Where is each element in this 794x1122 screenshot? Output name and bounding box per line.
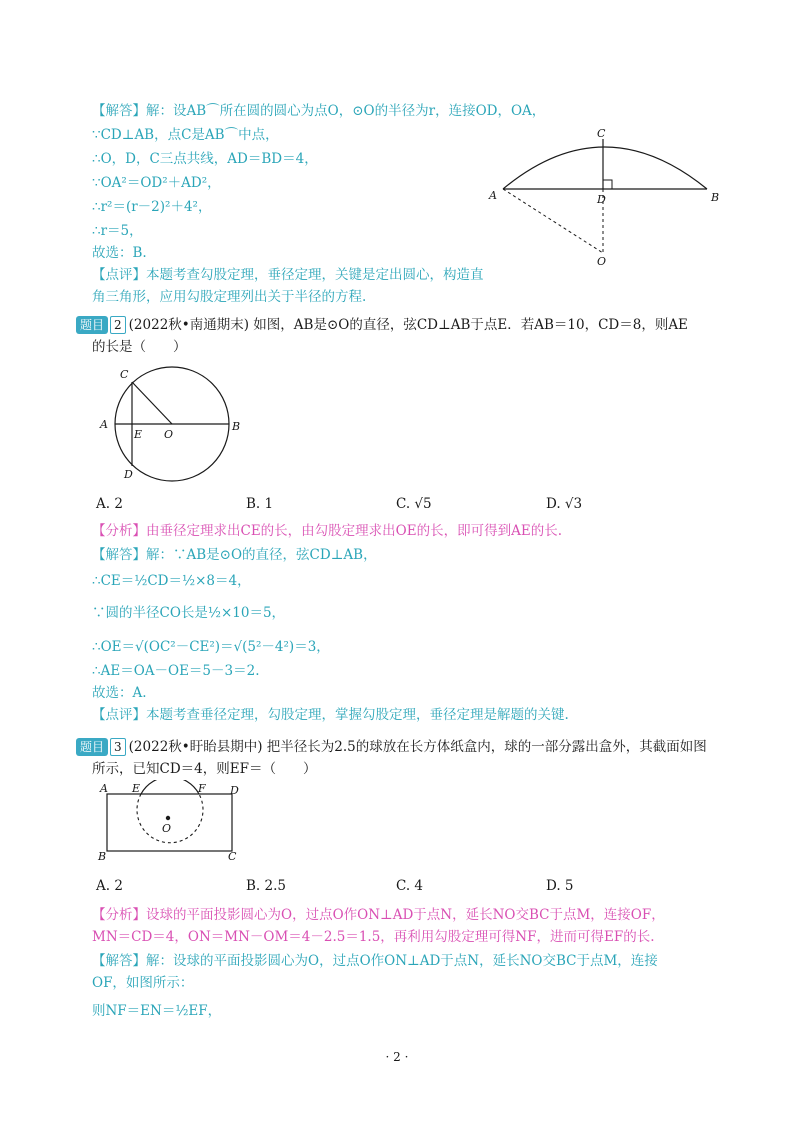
- solution-line: ∵CD⊥AB，点C是AB⌒中点，: [92, 127, 279, 143]
- solution-line: ∴AE＝OA－OE＝5－3＝2.: [92, 663, 260, 679]
- option-b[interactable]: B. 2.5: [246, 878, 286, 894]
- comment-line: 【点评】本题考查垂径定理，勾股定理，掌握勾股定理，垂径定理是解题的关键.: [92, 707, 569, 723]
- question-number: 3: [110, 738, 126, 756]
- label-C: C: [597, 127, 606, 140]
- analysis-line: MN＝CD＝4，ON＝MN－OM＝4－2.5＝1.5，再利用勾股定理可得NF，进而可得EF的长.: [92, 929, 655, 945]
- label-F: F: [198, 782, 206, 795]
- question-2-text: (2022秋•南通期末) 如图，AB是⊙O的直径，弦CD⊥AB于点E．若AB＝10，CD＝8，则AE: [128, 317, 688, 333]
- option-a[interactable]: A. 2: [96, 878, 123, 894]
- question-number: 2: [110, 316, 126, 334]
- label-O: O: [597, 255, 607, 268]
- option-c[interactable]: C. √5: [396, 496, 432, 512]
- label-D: D: [597, 193, 606, 206]
- solution-line: 则NF＝EN＝½EF，: [92, 1003, 222, 1019]
- label-D: D: [124, 468, 133, 481]
- label-E: E: [132, 782, 141, 795]
- question-3-header: [76, 736, 707, 758]
- label-C: C: [228, 850, 237, 863]
- label-D: D: [230, 784, 239, 797]
- label-B: B: [232, 420, 241, 433]
- solution-line: 故选：B.: [92, 245, 147, 261]
- question-3-text-cont: 所示，已知CD＝4，则EF＝（ ）: [92, 761, 317, 777]
- figure-circle-chord: [92, 360, 252, 485]
- label-O: O: [162, 822, 172, 835]
- comment-line: 角三角形，应用勾股定理列出关于半径的方程.: [92, 289, 367, 305]
- label-A: A: [100, 782, 108, 795]
- label-A: A: [489, 189, 497, 202]
- question-tag: 题目: [76, 316, 108, 334]
- solution-line: ∵OA²＝OD²＋AD²，: [92, 175, 221, 191]
- figure-arc-chord: [485, 125, 725, 270]
- solution-line: 【解答】解：∵AB是⊙O的直径，弦CD⊥AB，: [92, 547, 377, 563]
- label-O: O: [164, 428, 174, 441]
- option-b[interactable]: B. 1: [246, 496, 274, 512]
- option-d[interactable]: D. √3: [546, 496, 583, 512]
- solution-line: ∴CE＝½CD＝½×8＝4，: [92, 573, 251, 589]
- solution-line: ∴r＝5，: [92, 223, 143, 239]
- comment-line: 【点评】本题考查勾股定理，垂径定理，关键是定出圆心，构造直: [92, 267, 484, 283]
- solution-line: ∵圆的半径CO长是½×10＝5，: [92, 605, 286, 621]
- label-A: A: [100, 418, 108, 431]
- question-2-header: [76, 314, 688, 336]
- solution-line: ∴OE＝√(OC²－CE²)＝√(5²－4²)＝3，: [92, 639, 330, 655]
- figure-box-ball: [92, 780, 252, 865]
- solution-line: 【解答】解：设AB⌒所在圆的圆心为点O，⊙O的半径为r，连接OD，OA，: [92, 103, 546, 119]
- label-E: E: [134, 428, 143, 441]
- analysis-line: 【分析】由垂径定理求出CE的长，由勾股定理求出OE的长，即可得到AE的长.: [92, 523, 563, 539]
- analysis-line: 【分析】设球的平面投影圆心为O，过点O作ON⊥AD于点N，延长NO交BC于点M，连接OF，: [92, 907, 665, 923]
- option-c[interactable]: C. 4: [396, 878, 424, 894]
- solution-line: 故选：A.: [92, 685, 147, 701]
- label-C: C: [120, 368, 129, 381]
- page-number: · 2 ·: [385, 1050, 409, 1064]
- solution-line: 【解答】解：设球的平面投影圆心为O，过点O作ON⊥AD于点N，延长NO交BC于点M，连接: [92, 953, 658, 969]
- label-B: B: [711, 191, 720, 204]
- question-2-text-cont: 的长是（ ）: [92, 339, 187, 355]
- label-B: B: [98, 850, 107, 863]
- option-a[interactable]: A. 2: [96, 496, 123, 512]
- question-tag: 题目: [76, 738, 108, 756]
- question-3-text: (2022秋•盱眙县期中) 把半径长为2.5的球放在长方体纸盒内，球的一部分露出盒外，其截面如图: [128, 739, 707, 755]
- option-d[interactable]: D. 5: [546, 878, 574, 894]
- solution-line: ∴r²＝(r－2)²＋4²，: [92, 199, 212, 215]
- solution-line: ∴O，D，C三点共线，AD＝BD＝4，: [92, 151, 318, 167]
- solution-line: OF，如图所示：: [92, 975, 194, 991]
